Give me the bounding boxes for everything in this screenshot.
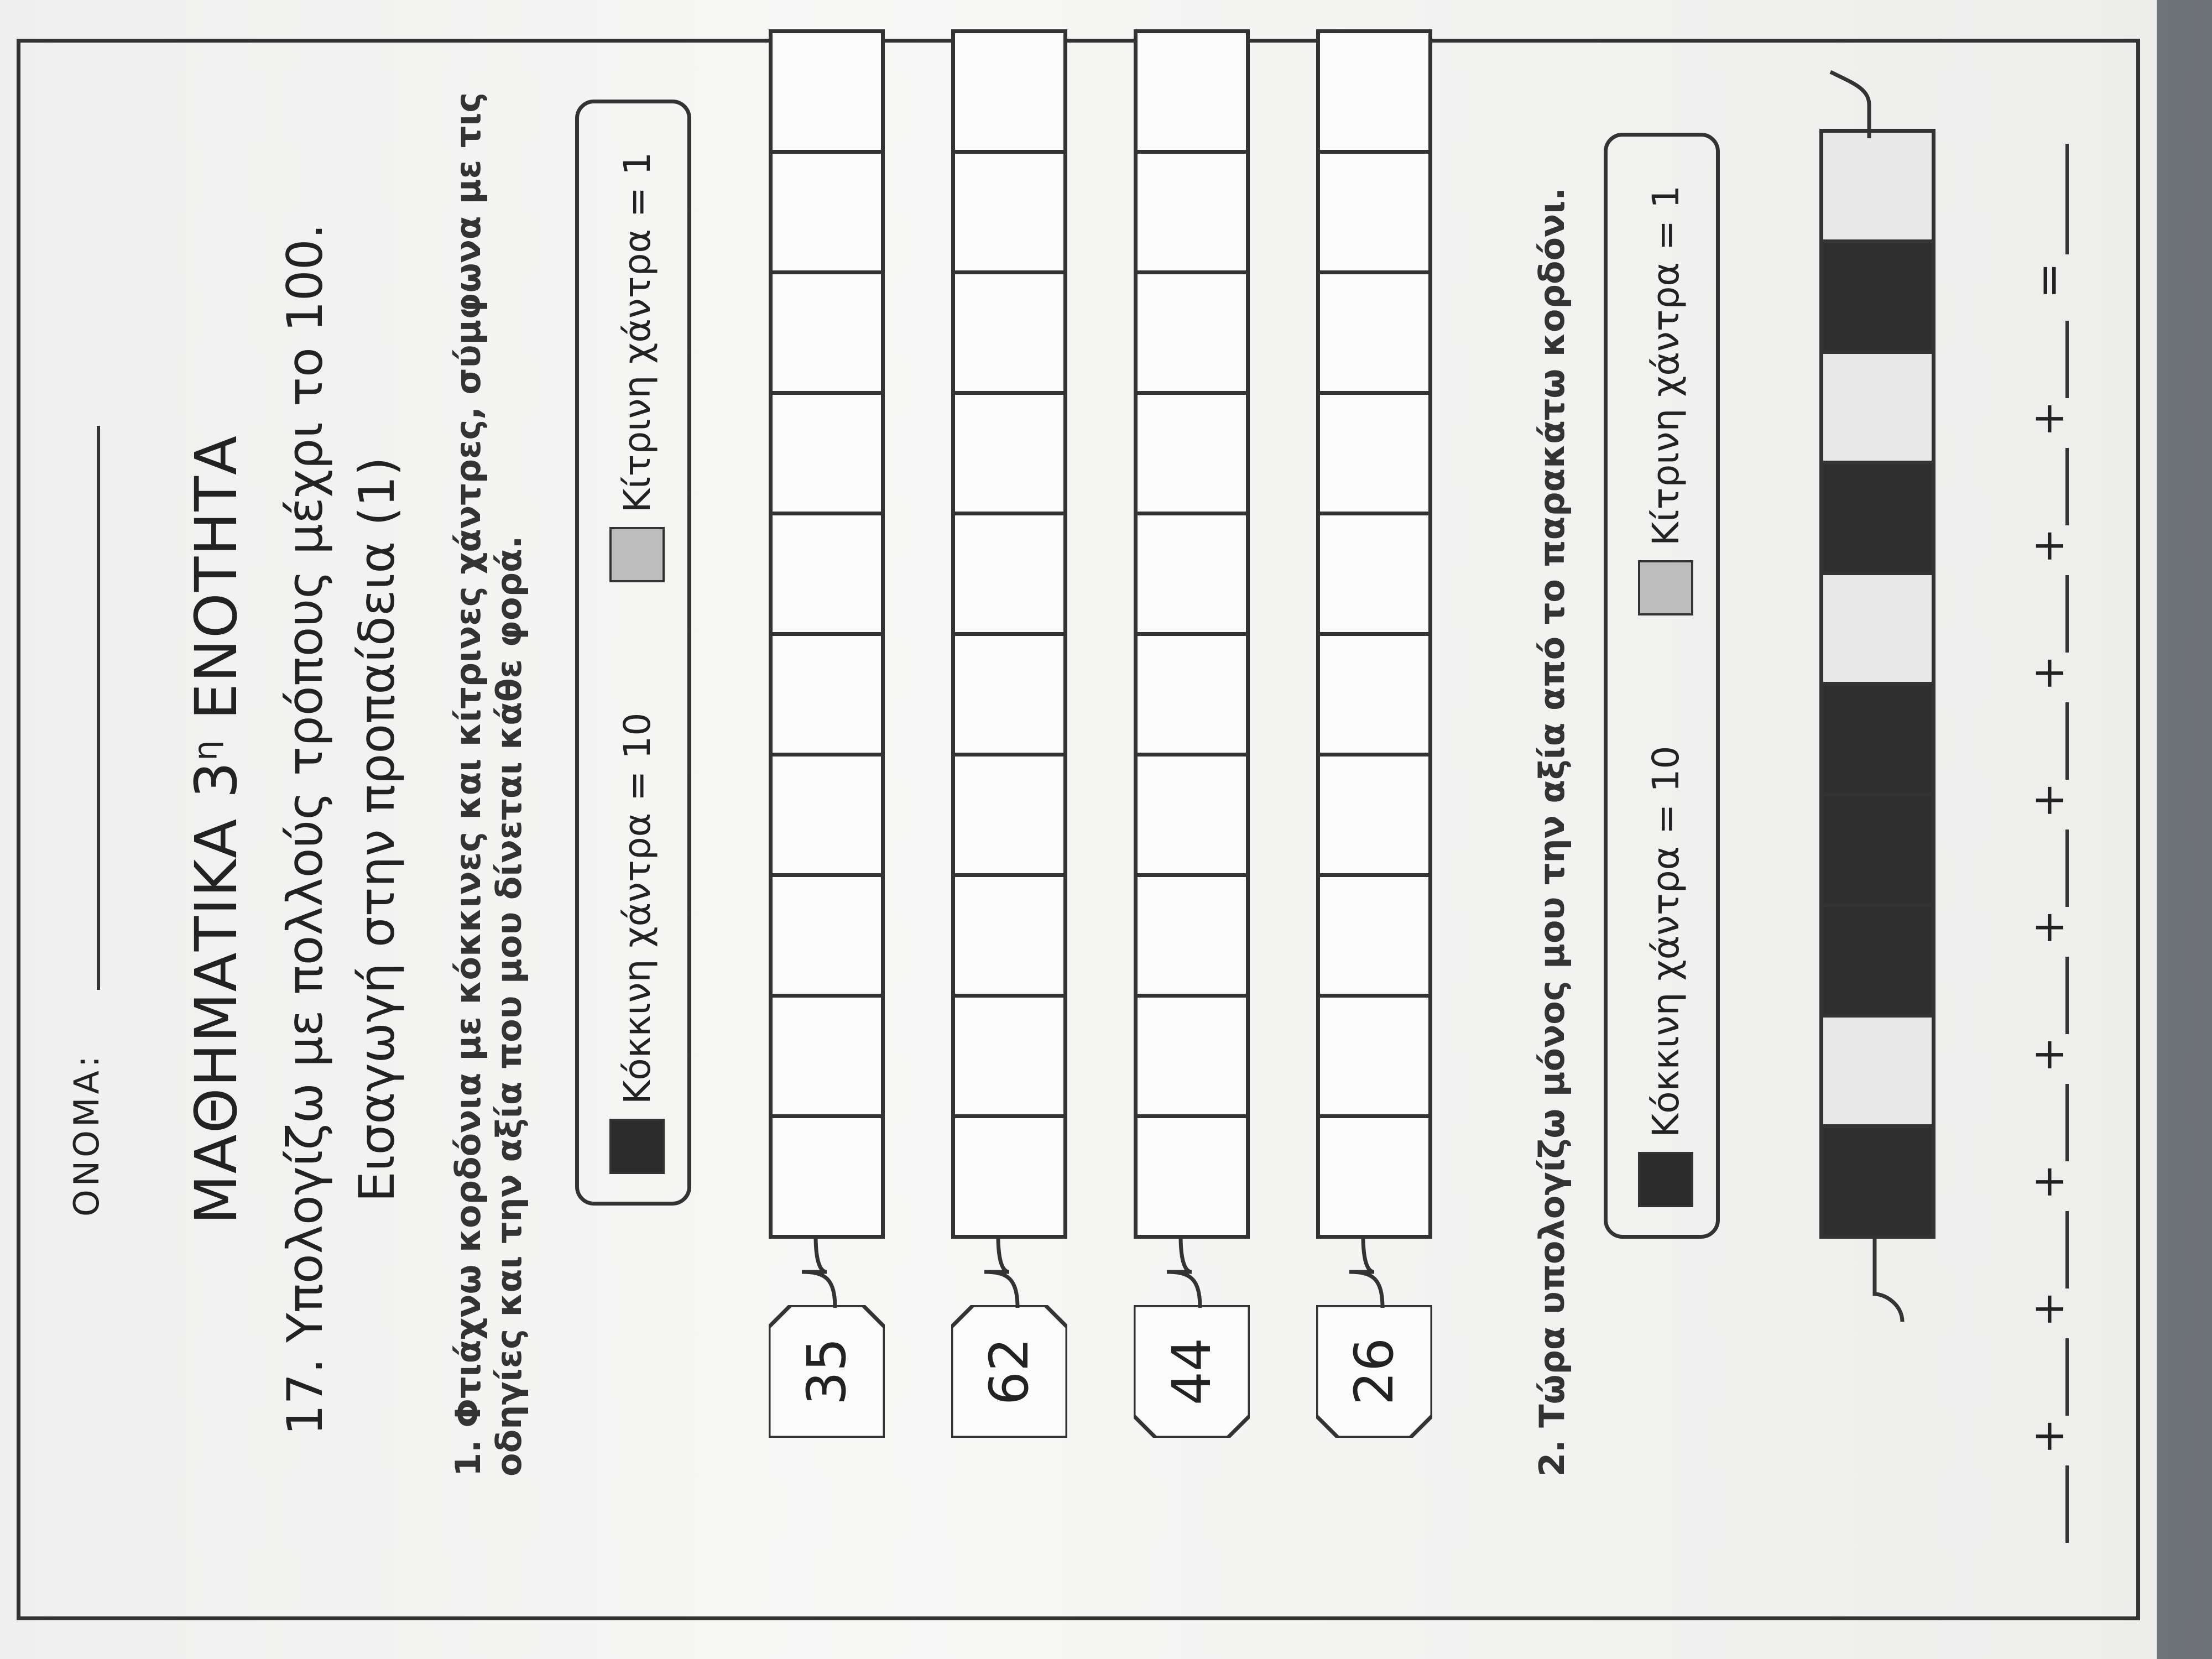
- plus-sign: +: [2024, 655, 2074, 691]
- answer-blank[interactable]: [2065, 1338, 2069, 1416]
- red-bead: [1819, 682, 1936, 796]
- value-tag: [1134, 1305, 1250, 1438]
- value-tag: [1316, 1305, 1432, 1438]
- red-bead-swatch-icon: [609, 1119, 665, 1174]
- plus-sign: +: [2024, 1164, 2074, 1200]
- string-left-icon: [968, 1233, 1045, 1311]
- answer-blank[interactable]: [2065, 1211, 2069, 1288]
- bead[interactable]: [1134, 29, 1250, 154]
- bead[interactable]: [951, 632, 1067, 757]
- answer-blank[interactable]: [2065, 702, 2069, 780]
- red-bead-swatch-icon: [1638, 1152, 1693, 1207]
- bead[interactable]: [769, 29, 885, 154]
- worksheet-title: ΜΑΘΗΜΑΤΙΚΑ $3^\eta$ ΕΝΟΤΗΤΑ: [182, 434, 250, 1225]
- exercise-1-instruction: 1. Φτιάχνω κορδόνια με κόκκινες και κίτρινες χάντρες, σύμφωνα με τις οδηγίες και την αξία που μου δίνεται κάθε φορά.: [448, 92, 529, 1477]
- bead[interactable]: [769, 753, 885, 877]
- bead[interactable]: [951, 391, 1067, 515]
- sum-equation: [2013, 0, 2101, 1659]
- red-bead: [1819, 239, 1936, 354]
- strand-26: [1316, 0, 1432, 1659]
- exercise-2-instruction: 2. Τώρα υπολογίζω μόνος μου την αξία από το παρακάτω κορδόνι.: [1532, 187, 1572, 1477]
- legend-yellow-label: Κίτρινη χάντρα = 1: [615, 152, 659, 513]
- bead[interactable]: [1316, 150, 1432, 274]
- bead-strand[interactable]: [1134, 33, 1250, 1239]
- yellow-bead: [1819, 129, 1936, 243]
- red-bead: [1819, 461, 1936, 575]
- answer-blank[interactable]: [2065, 448, 2069, 525]
- bead-strand[interactable]: [1316, 33, 1432, 1239]
- yellow-bead-swatch-icon: [1638, 560, 1693, 615]
- bead[interactable]: [1134, 873, 1250, 998]
- strand-35: [769, 0, 885, 1659]
- exercise-2-strand: [1819, 0, 1936, 1659]
- strand-44: [1134, 0, 1250, 1659]
- bead[interactable]: [1134, 150, 1250, 274]
- lesson-title: 17. Υπολογίζω με πολλούς τρόπους μέχρι το 100.: [276, 223, 333, 1436]
- bead[interactable]: [1316, 391, 1432, 515]
- value-tag-label: 62: [978, 1337, 1040, 1406]
- bead[interactable]: [951, 29, 1067, 154]
- yellow-bead: [1819, 571, 1936, 686]
- answer-blank[interactable]: [2065, 830, 2069, 907]
- legend-yellow: [1638, 185, 1693, 615]
- bead[interactable]: [951, 150, 1067, 274]
- coloured-bead-strand: [1819, 133, 1936, 1239]
- bead[interactable]: [769, 512, 885, 636]
- legend-red-label: Κόκκινη χάντρα = 10: [615, 712, 659, 1104]
- legend-red: [609, 713, 665, 1174]
- string-left-icon: [1150, 1233, 1228, 1311]
- string-right-icon: [1819, 50, 1891, 138]
- bead[interactable]: [1134, 1114, 1250, 1239]
- value-tag-label: 35: [796, 1337, 858, 1406]
- answer-blank[interactable]: [2065, 575, 2069, 653]
- bead[interactable]: [1316, 632, 1432, 757]
- value-tag-label: 26: [1343, 1337, 1405, 1406]
- bead[interactable]: [1316, 29, 1432, 154]
- plus-sign: +: [2024, 1291, 2074, 1327]
- equals-sign: =: [2024, 262, 2074, 299]
- bead[interactable]: [1134, 632, 1250, 757]
- name-label: ΟΝΟΜΑ:: [66, 1052, 107, 1217]
- bead[interactable]: [951, 1114, 1067, 1239]
- bead[interactable]: [1134, 753, 1250, 877]
- bead-strand[interactable]: [951, 33, 1067, 1239]
- name-field[interactable]: [97, 426, 100, 990]
- bead[interactable]: [1316, 270, 1432, 395]
- plus-sign: +: [2024, 909, 2074, 946]
- red-bead: [1819, 1124, 1936, 1239]
- legend-yellow: [609, 152, 665, 582]
- bead[interactable]: [1316, 512, 1432, 636]
- total-answer-blank[interactable]: [2065, 144, 2069, 254]
- bead[interactable]: [769, 994, 885, 1118]
- plus-sign: +: [2024, 1036, 2074, 1073]
- bead[interactable]: [1316, 873, 1432, 998]
- bead[interactable]: [769, 632, 885, 757]
- bead[interactable]: [951, 873, 1067, 998]
- plus-sign: +: [2024, 782, 2074, 818]
- value-tag: [951, 1305, 1067, 1438]
- yellow-bead: [1819, 350, 1936, 465]
- bead[interactable]: [1134, 512, 1250, 636]
- legend-yellow-label: Κίτρινη χάντρα = 1: [1644, 185, 1687, 546]
- yellow-bead-swatch-icon: [609, 527, 665, 582]
- bead[interactable]: [1316, 1114, 1432, 1239]
- exercise-1-legend: [575, 100, 691, 1206]
- bead[interactable]: [951, 994, 1067, 1118]
- yellow-bead: [1819, 1014, 1936, 1128]
- bead[interactable]: [951, 270, 1067, 395]
- lesson-subtitle: Εισαγωγή στην προπαίδεια (1): [348, 457, 405, 1202]
- bead-strand[interactable]: [769, 33, 885, 1239]
- bead[interactable]: [769, 270, 885, 395]
- strand-62: [951, 0, 1067, 1659]
- legend-red-label: Κόκκινη χάντρα = 10: [1644, 745, 1687, 1138]
- plus-sign: +: [2024, 528, 2074, 564]
- bead[interactable]: [769, 391, 885, 515]
- string-left-icon: [785, 1233, 863, 1311]
- bead[interactable]: [951, 512, 1067, 636]
- plus-sign: +: [2024, 1418, 2074, 1454]
- string-left-icon: [1333, 1233, 1410, 1311]
- answer-blank[interactable]: [2065, 1084, 2069, 1161]
- red-bead: [1819, 903, 1936, 1018]
- answer-blank[interactable]: [2065, 957, 2069, 1034]
- value-tag: [769, 1305, 885, 1438]
- bead[interactable]: [1134, 391, 1250, 515]
- legend-red: [1638, 746, 1693, 1207]
- bead[interactable]: [951, 753, 1067, 877]
- bead[interactable]: [1134, 994, 1250, 1118]
- answer-blank[interactable]: [2065, 321, 2069, 398]
- red-bead: [1819, 792, 1936, 907]
- answer-blank[interactable]: [2065, 1465, 2069, 1543]
- bead[interactable]: [769, 873, 885, 998]
- exercise-2-legend: [1604, 133, 1720, 1239]
- bead[interactable]: [769, 150, 885, 274]
- bead[interactable]: [769, 1114, 885, 1239]
- plus-sign: +: [2024, 400, 2074, 437]
- bead[interactable]: [1316, 994, 1432, 1118]
- bead[interactable]: [1134, 270, 1250, 395]
- value-tag-label: 44: [1161, 1337, 1223, 1406]
- bead[interactable]: [1316, 753, 1432, 877]
